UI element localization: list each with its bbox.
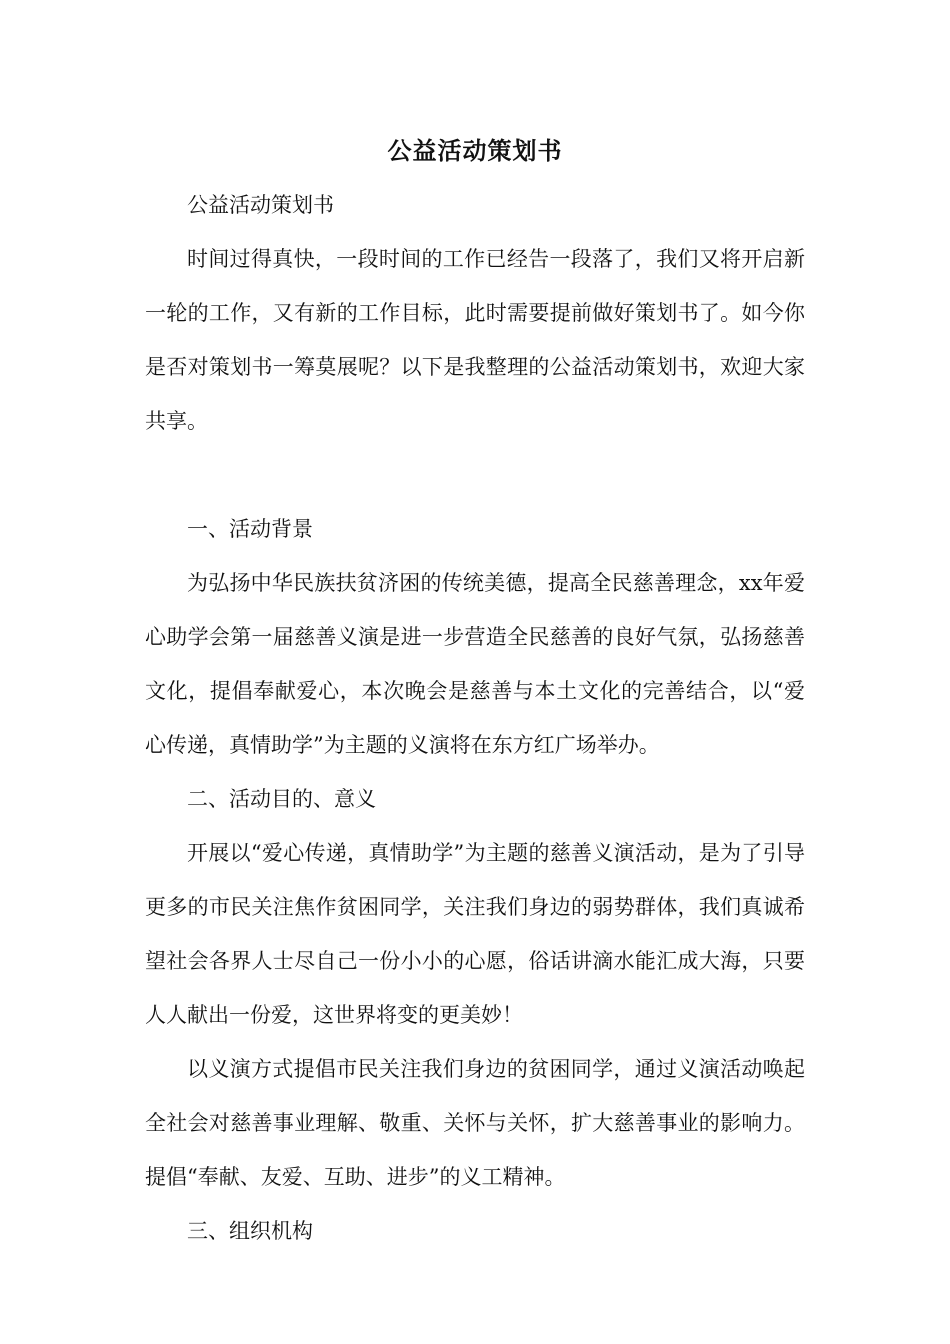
purpose-paragraph-1: 开展以“爱心传递，真情助学”为主题的慈善义演活动，是为了引导更多的市民关注焦作贫困同学，关注我们身边的弱势群体，我们真诚希望社会各界人士尽自己一份小小的心愿，俗话讲滴水能汇成大海，只要人人献出一份爱，这世界将变的更美妙！ — [145, 841, 805, 1027]
background-paragraph: 为弘扬中华民族扶贫济困的传统美德，提高全民慈善理念，xx年爱心助学会第一届慈善义演是进一步营造全民慈善的良好气氛，弘扬慈善文化，提倡奉献爱心，本次晚会是慈善与本土文化的完善结合，以“爱心传递，真情助学”为主题的义演将在东方红广场举办。 — [145, 571, 805, 757]
document-title: 公益活动策划书 — [387, 136, 563, 165]
section-heading-purpose: 二、活动目的、意义 — [187, 787, 376, 811]
subtitle-paragraph: 公益活动策划书 — [187, 193, 334, 217]
intro-paragraph: 时间过得真快，一段时间的工作已经告一段落了，我们又将开启新一轮的工作，又有新的工作目标，此时需要提前做好策划书了。如今你是否对策划书一筹莫展呢？以下是我整理的公益活动策划书，欢迎大家共享。 — [145, 247, 805, 433]
section-heading-organization: 三、组织机构 — [187, 1219, 313, 1243]
purpose-paragraph-2: 以义演方式提倡市民关注我们身边的贫困同学，通过义演活动唤起全社会对慈善事业理解、敬重、关怀与关怀，扩大慈善事业的影响力。提倡“奉献、友爱、互助、进步”的义工精神。 — [145, 1057, 805, 1189]
section-heading-background: 一、活动背景 — [187, 517, 313, 541]
document-body — [145, 178, 805, 1258]
